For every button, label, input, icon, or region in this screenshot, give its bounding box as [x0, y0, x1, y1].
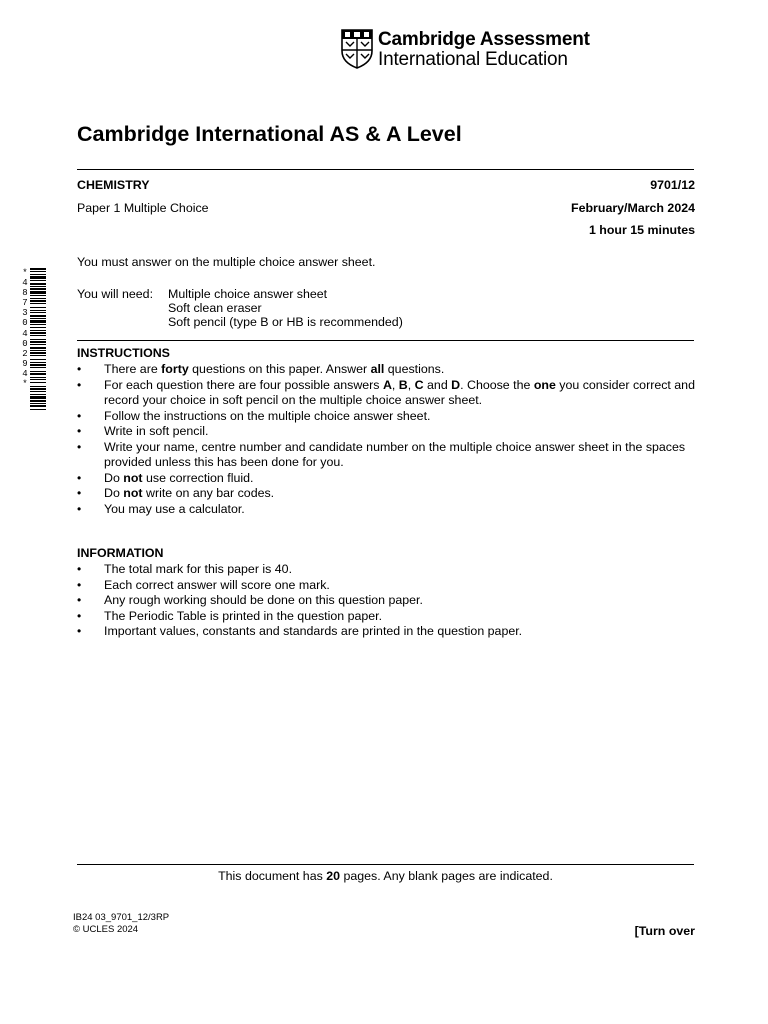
barcode-digits: * 4 8 7 3 0 4 0 2 9 4 *: [22, 268, 28, 390]
you-will-need: [77, 287, 403, 329]
page-count-note: This document has 20 pages. Any blank pages are indicated.: [218, 869, 553, 883]
doc-reference: IB24 03_9701_12/3RP: [73, 912, 170, 923]
instruction-item: • Write your name, centre number and candidate number on the multiple choice answer sheet in the spaces provided unless this has been done for you.: [77, 440, 702, 471]
instructions-heading: INSTRUCTIONS: [77, 346, 170, 360]
instructions-list: [77, 362, 702, 517]
information-list: [77, 562, 702, 640]
turn-over: [Turn over: [634, 924, 695, 938]
instruction-item: • For each question there are four possible answers A, B, C and D. Choose the one you consider correct and record your choice in soft pencil on the multiple choice answer sheet.: [77, 378, 702, 409]
instruction-item: • Follow the instructions on the multiple choice answer sheet.: [77, 409, 702, 425]
must-answer-note: You must answer on the multiple choice answer sheet.: [77, 255, 376, 269]
information-item: • Each correct answer will score one mark.: [77, 578, 702, 594]
cambridge-logo: [341, 29, 591, 71]
instruction-item: • Write in soft pencil.: [77, 424, 702, 440]
divider-middle: [77, 340, 694, 341]
instruction-item: • Do not use correction fluid.: [77, 471, 702, 487]
barcode: [20, 268, 36, 410]
copyright: © UCLES 2024: [73, 924, 139, 935]
need-item: Soft pencil (type B or HB is recommended): [168, 315, 403, 329]
information-heading: INFORMATION: [77, 546, 164, 560]
document-code: [73, 912, 169, 936]
barcode-bars: [30, 268, 46, 410]
qualification-title: Cambridge International AS & A Level: [77, 122, 462, 146]
subject: CHEMISTRY: [77, 178, 150, 192]
exam-session: February/March 2024: [571, 201, 695, 215]
instruction-item: • There are forty questions on this paper. Answer all questions.: [77, 362, 702, 378]
need-item: Soft clean eraser: [168, 301, 262, 315]
logo-line-2: International Education: [378, 49, 568, 70]
information-item: • The Periodic Table is printed in the question paper.: [77, 609, 702, 625]
cambridge-shield-icon: [341, 29, 373, 69]
instruction-item: • Do not write on any bar codes.: [77, 486, 702, 502]
information-item: • Any rough working should be done on this question paper.: [77, 593, 702, 609]
you-will-need-label: You will need:: [77, 287, 154, 301]
syllabus-code: 9701/12: [650, 178, 695, 192]
information-item: • The total mark for this paper is 40.: [77, 562, 702, 578]
divider-top: [77, 169, 694, 170]
paper-name: Paper 1 Multiple Choice: [77, 201, 209, 215]
need-item: Multiple choice answer sheet: [168, 287, 328, 301]
divider-footer: [77, 864, 694, 865]
information-item: • Important values, constants and standards are printed in the question paper.: [77, 624, 702, 640]
logo-line-1: Cambridge Assessment: [378, 29, 590, 50]
instruction-item: • You may use a calculator.: [77, 502, 702, 518]
exam-duration: 1 hour 15 minutes: [588, 223, 695, 237]
